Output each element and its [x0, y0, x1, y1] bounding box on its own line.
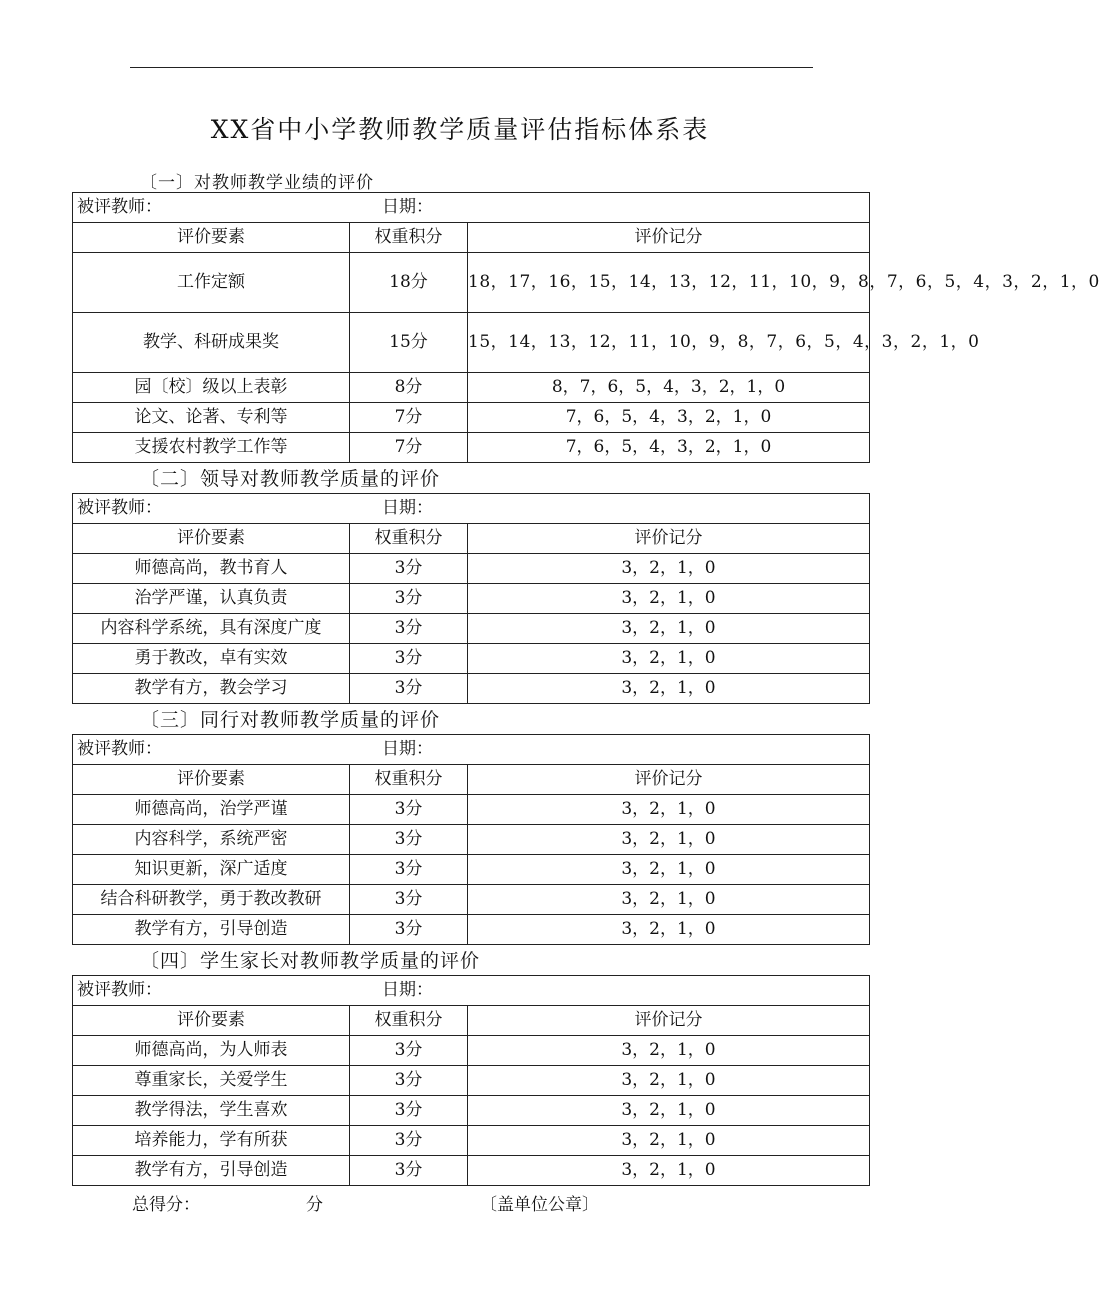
header-weight: 权重积分: [350, 1006, 468, 1036]
element-cell: 教学有方，教会学习: [73, 674, 350, 704]
section-1-table: [72, 192, 1100, 463]
element-cell: 支援农村教学工作等: [73, 433, 350, 463]
date-label: 日期：: [382, 980, 433, 1000]
weight-cell: 15分: [350, 313, 468, 373]
score-cell: 7，6，5，4，3，2，1，0: [468, 433, 870, 463]
score-cell: 3，2，1，0: [468, 674, 870, 704]
element-cell: 培养能力，学有所获: [73, 1126, 350, 1156]
header-rule: [130, 67, 813, 68]
score-cell: 3，2，1，0: [468, 644, 870, 674]
element-cell: 工作定额: [73, 253, 350, 313]
header-weight: 权重积分: [350, 223, 468, 253]
element-cell: 内容科学，系统严密: [73, 825, 350, 855]
date-label: 日期：: [382, 739, 433, 759]
element-cell: 教学有方，引导创造: [73, 915, 350, 945]
header-score: 评价记分: [468, 765, 870, 795]
weight-cell: 7分: [350, 433, 468, 463]
weight-cell: 3分: [350, 1096, 468, 1126]
weight-cell: 3分: [350, 1156, 468, 1186]
score-cell: 3，2，1，0: [468, 614, 870, 644]
header-element: 评价要素: [73, 524, 350, 554]
section-4-table: [72, 975, 870, 1186]
weight-cell: 3分: [350, 584, 468, 614]
weight-cell: 3分: [350, 554, 468, 584]
header-score: 评价记分: [468, 1006, 870, 1036]
score-cell: 8，7，6，5，4，3，2，1，0: [468, 373, 870, 403]
total-score-label: 总得分：: [132, 1195, 200, 1215]
score-cell: 18，17，16，15，14，13，12，11，10，9，8，7，6，5，4，3，2，1，0: [468, 253, 870, 313]
score-cell: 3，2，1，0: [468, 1066, 870, 1096]
weight-cell: 3分: [350, 795, 468, 825]
element-cell: 论文、论著、专利等: [73, 403, 350, 433]
score-cell: 3，2，1，0: [468, 855, 870, 885]
element-cell: 教学、科研成果奖: [73, 313, 350, 373]
section-2-table: [72, 493, 870, 704]
date-label: 日期：: [382, 498, 433, 518]
section-2-heading: 〔二〕领导对教师教学质量的评价: [140, 468, 441, 490]
section-3-heading: 〔三〕同行对教师教学质量的评价: [140, 709, 441, 731]
weight-cell: 3分: [350, 644, 468, 674]
weight-cell: 18分: [350, 253, 468, 313]
score-cell: 3，2，1，0: [468, 795, 870, 825]
score-cell: 3，2，1，0: [468, 825, 870, 855]
teacher-label: 被评教师：: [77, 498, 162, 518]
teacher-label: 被评教师：: [77, 980, 162, 1000]
element-cell: 内容科学系统，具有深度广度: [73, 614, 350, 644]
teacher-date-row: [73, 494, 870, 524]
header-score: 评价记分: [468, 524, 870, 554]
element-cell: 结合科研教学，勇于教改教研: [73, 885, 350, 915]
section-4-heading: 〔四〕学生家长对教师教学质量的评价: [140, 950, 481, 972]
element-cell: 治学严谨，认真负责: [73, 584, 350, 614]
score-cell: 3，2，1，0: [468, 554, 870, 584]
teacher-date-row: [73, 976, 870, 1006]
weight-cell: 3分: [350, 915, 468, 945]
element-cell: 教学得法，学生喜欢: [73, 1096, 350, 1126]
element-cell: 师德高尚，治学严谨: [73, 795, 350, 825]
teacher-date-row: [73, 735, 870, 765]
element-cell: 知识更新，深广适度: [73, 855, 350, 885]
header-element: 评价要素: [73, 223, 350, 253]
seal-note: 〔盖单位公章〕: [480, 1195, 599, 1215]
teacher-label: 被评教师：: [77, 197, 162, 217]
score-cell: 15，14，13，12，11，10，9，8，7，6，5，4，3，2，1，0: [468, 313, 870, 373]
element-cell: 尊重家长，关爱学生: [73, 1066, 350, 1096]
weight-cell: 3分: [350, 1066, 468, 1096]
score-cell: 7，6，5，4，3，2，1，0: [468, 403, 870, 433]
section-1-heading: 〔一〕对教师教学业绩的评价: [140, 173, 374, 193]
date-label: 日期：: [382, 197, 433, 217]
score-cell: 3，2，1，0: [468, 1126, 870, 1156]
weight-cell: 3分: [350, 1126, 468, 1156]
header-element: 评价要素: [73, 765, 350, 795]
weight-cell: 8分: [350, 373, 468, 403]
weight-cell: 3分: [350, 855, 468, 885]
score-cell: 3，2，1，0: [468, 885, 870, 915]
weight-cell: 3分: [350, 1036, 468, 1066]
teacher-label: 被评教师：: [77, 739, 162, 759]
score-cell: 3，2，1，0: [468, 915, 870, 945]
weight-cell: 3分: [350, 885, 468, 915]
score-cell: 3，2，1，0: [468, 584, 870, 614]
header-weight: 权重积分: [350, 765, 468, 795]
element-cell: 师德高尚，为人师表: [73, 1036, 350, 1066]
weight-cell: 7分: [350, 403, 468, 433]
header-score: 评价记分: [468, 223, 870, 253]
weight-cell: 3分: [350, 674, 468, 704]
score-cell: 3，2，1，0: [468, 1096, 870, 1126]
element-cell: 勇于教改，卓有实效: [73, 644, 350, 674]
header-weight: 权重积分: [350, 524, 468, 554]
document-title: XX省中小学教师教学质量评估指标体系表: [210, 115, 710, 144]
element-cell: 教学有方，引导创造: [73, 1156, 350, 1186]
score-cell: 3，2，1，0: [468, 1156, 870, 1186]
total-score-unit: 分: [306, 1195, 323, 1215]
element-cell: 园〔校〕级以上表彰: [73, 373, 350, 403]
element-cell: 师德高尚，教书育人: [73, 554, 350, 584]
score-cell: 3，2，1，0: [468, 1036, 870, 1066]
weight-cell: 3分: [350, 825, 468, 855]
teacher-date-row: [73, 193, 870, 223]
header-element: 评价要素: [73, 1006, 350, 1036]
weight-cell: 3分: [350, 614, 468, 644]
section-3-table: [72, 734, 870, 945]
